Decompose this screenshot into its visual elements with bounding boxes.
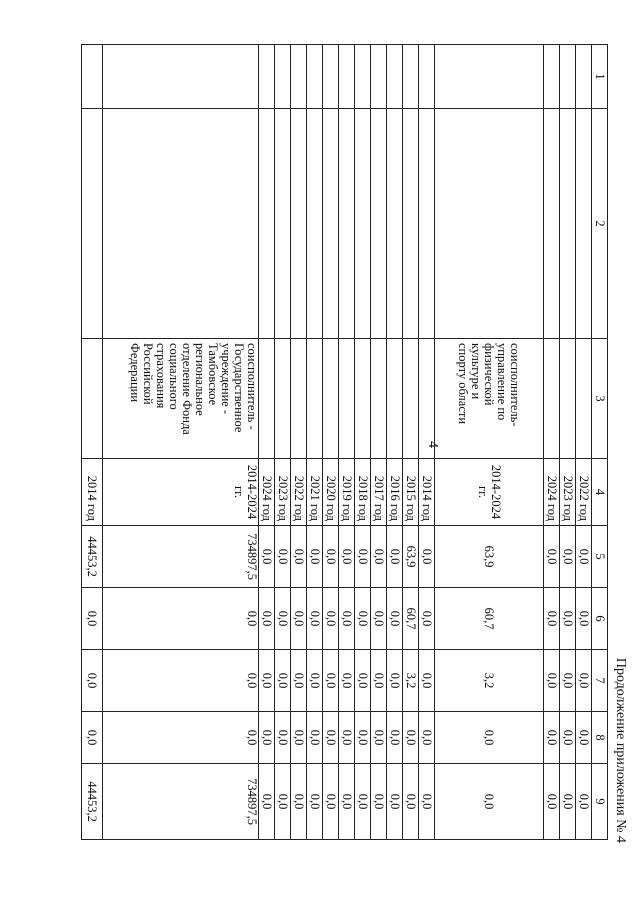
table-cell: 2016 год — [387, 459, 403, 526]
table-cell: 0,0 — [403, 712, 419, 764]
table-cell: 0,0 — [307, 712, 323, 764]
table-cell — [371, 339, 387, 459]
table-cell: 734897,5 — [103, 764, 259, 840]
table-cell — [291, 109, 307, 339]
table-cell: 2014 год — [419, 459, 435, 526]
table-cell: 0,0 — [387, 764, 403, 840]
table-cell — [339, 45, 355, 109]
header-cell: 7 — [592, 650, 608, 712]
table-cell: 0,0 — [419, 712, 435, 764]
table-cell — [371, 109, 387, 339]
table-cell: 3,2 — [435, 650, 544, 712]
header-cell: 1 — [592, 45, 608, 109]
table-row — [259, 45, 275, 840]
table-cell: 0,0 — [387, 526, 403, 588]
table-cell: 2024 год — [544, 459, 560, 526]
table-cell: 0,0 — [403, 764, 419, 840]
appendix-caption: Продолжение приложения № 4 — [613, 657, 628, 843]
table-cell — [259, 45, 275, 109]
table-cell: 0,0 — [275, 588, 291, 650]
table-cell: 0,0 — [307, 764, 323, 840]
table-row — [371, 45, 387, 840]
table-cell: 0,0 — [323, 650, 339, 712]
table-cell — [560, 45, 576, 109]
table-cell — [355, 339, 371, 459]
table-cell: 0,0 — [544, 526, 560, 588]
executor-line: спорту области — [456, 343, 471, 425]
table-cell: 0,0 — [371, 712, 387, 764]
table-row — [387, 45, 403, 840]
table-cell — [403, 45, 419, 109]
table-cell — [82, 339, 103, 459]
table-cell: 2023 год — [560, 459, 576, 526]
table-cell: 0,0 — [339, 526, 355, 588]
table-cell: 60,7 — [403, 588, 419, 650]
table-cell: 0,0 — [259, 526, 275, 588]
executor-line: физической — [482, 343, 497, 406]
table-body — [82, 45, 608, 840]
table-cell — [323, 45, 339, 109]
table-cell: 0,0 — [435, 764, 544, 840]
table-cell — [560, 109, 576, 339]
table-row — [291, 45, 307, 840]
table-cell — [387, 45, 403, 109]
table-cell — [339, 109, 355, 339]
table-cell: 2018 год — [355, 459, 371, 526]
table-cell — [435, 109, 544, 339]
table-cell — [275, 45, 291, 109]
table-cell — [307, 339, 323, 459]
executor-line: культуре и — [469, 343, 484, 400]
table-cell: 0,0 — [560, 588, 576, 650]
table-cell: 0,0 — [82, 712, 103, 764]
table-row — [419, 45, 435, 840]
table-cell: 63,9 — [435, 526, 544, 588]
table-cell: 2017 год — [371, 459, 387, 526]
table-cell: 0,0 — [560, 526, 576, 588]
table-cell — [419, 339, 435, 459]
executor-line: Государственное — [232, 343, 246, 433]
table-cell: 60,7 — [435, 588, 544, 650]
table-cell: 734897,5 — [103, 526, 259, 588]
executor-cell — [103, 339, 259, 459]
table-cell: 0,0 — [275, 712, 291, 764]
page-number: 4 — [425, 441, 440, 448]
table-cell: 0,0 — [339, 588, 355, 650]
table-cell: 0,0 — [339, 650, 355, 712]
table-cell: 2022 год — [576, 459, 592, 526]
table-cell — [419, 109, 435, 339]
table-cell — [576, 109, 592, 339]
table-row — [275, 45, 291, 840]
table-cell: 0,0 — [339, 764, 355, 840]
table-cell — [355, 45, 371, 109]
table-cell — [307, 45, 323, 109]
executor-line: отделение Фонда — [180, 343, 194, 435]
table-cell: 0,0 — [259, 712, 275, 764]
table-cell: 0,0 — [339, 712, 355, 764]
table-cell: 2015 год — [403, 459, 419, 526]
header-cell: 2 — [592, 109, 608, 339]
table-cell: 0,0 — [275, 526, 291, 588]
table-cell: 0,0 — [560, 650, 576, 712]
table-cell: 0,0 — [323, 764, 339, 840]
table-cell — [387, 339, 403, 459]
table-cell: 0,0 — [355, 526, 371, 588]
table-cell: 0,0 — [323, 588, 339, 650]
table-cell: 2020 год — [323, 459, 339, 526]
table-cell — [82, 109, 103, 339]
table-cell: 0,0 — [576, 588, 592, 650]
table-cell: 0,0 — [291, 526, 307, 588]
table-row — [82, 45, 103, 840]
table-cell — [291, 339, 307, 459]
table-cell — [355, 109, 371, 339]
table-cell: 0,0 — [103, 712, 259, 764]
executor-line: Тамбовское — [206, 343, 220, 406]
table-cell: 0,0 — [544, 764, 560, 840]
table-row — [307, 45, 323, 840]
table-cell: 0,0 — [544, 650, 560, 712]
table-cell: 0,0 — [275, 764, 291, 840]
table-cell — [103, 45, 259, 109]
table-cell — [259, 339, 275, 459]
table-cell: 0,0 — [291, 650, 307, 712]
table-cell — [291, 45, 307, 109]
table-cell: 0,0 — [371, 588, 387, 650]
table-cell: 0,0 — [259, 588, 275, 650]
table-cell: 2023 год — [275, 459, 291, 526]
table-cell — [323, 109, 339, 339]
table-cell: 0,0 — [560, 712, 576, 764]
header-cell: 8 — [592, 712, 608, 764]
table-cell: 0,0 — [82, 650, 103, 712]
table-cell: 0,0 — [291, 712, 307, 764]
header-cell: 6 — [592, 588, 608, 650]
table-cell — [387, 109, 403, 339]
table-row — [403, 45, 419, 840]
table-cell: 0,0 — [576, 764, 592, 840]
header-cell: 5 — [592, 526, 608, 588]
executor-line: соисполнитель - — [245, 343, 259, 430]
table-cell: 2019 год — [339, 459, 355, 526]
executor-line: управление по — [495, 343, 510, 421]
table-cell — [82, 45, 103, 109]
table-cell: 0,0 — [103, 650, 259, 712]
table-cell: 0,0 — [371, 526, 387, 588]
table-cell: 0,0 — [371, 764, 387, 840]
table-cell — [103, 109, 259, 339]
table-cell: 0,0 — [355, 764, 371, 840]
header-cell: 3 — [592, 339, 608, 459]
table-cell: 44453,2 — [82, 764, 103, 840]
table-cell: 0,0 — [291, 764, 307, 840]
table-cell: 2021 год — [307, 459, 323, 526]
table-cell: 2022 год — [291, 459, 307, 526]
table-cell: 0,0 — [560, 764, 576, 840]
table-cell — [544, 45, 560, 109]
table-cell — [259, 109, 275, 339]
header-row — [592, 45, 608, 840]
table-cell: 0,0 — [371, 650, 387, 712]
table-row — [103, 45, 259, 840]
table-cell: 0,0 — [419, 588, 435, 650]
table-cell: 0,0 — [259, 764, 275, 840]
table-cell: 0,0 — [387, 650, 403, 712]
table-cell: 0,0 — [576, 712, 592, 764]
table-cell: 0,0 — [307, 650, 323, 712]
table-cell: 3,2 — [403, 650, 419, 712]
table-cell: 0,0 — [259, 650, 275, 712]
table-cell — [403, 109, 419, 339]
table-cell — [544, 339, 560, 459]
table-cell — [576, 45, 592, 109]
table-cell: 0,0 — [307, 588, 323, 650]
table-cell: 0,0 — [387, 588, 403, 650]
table-cell — [307, 109, 323, 339]
table-row — [560, 45, 576, 840]
table-cell: 0,0 — [291, 588, 307, 650]
header-cell: 9 — [592, 764, 608, 840]
table-cell: 0,0 — [544, 588, 560, 650]
table-cell: 2024 год — [259, 459, 275, 526]
table-cell: 0,0 — [355, 650, 371, 712]
table-row — [576, 45, 592, 840]
executor-line: социального — [167, 343, 181, 410]
table-cell: 0,0 — [323, 526, 339, 588]
table-cell — [339, 339, 355, 459]
table-cell: 0,0 — [419, 650, 435, 712]
executor-line: соисполнитель- — [508, 343, 523, 427]
table-cell — [323, 339, 339, 459]
table-cell: 0,0 — [275, 650, 291, 712]
table-row — [355, 45, 371, 840]
table-cell: 0,0 — [82, 588, 103, 650]
table-row — [435, 45, 544, 840]
table-cell: 2014-2024 гг. — [435, 459, 544, 526]
table-cell — [435, 45, 544, 109]
executor-cell — [435, 339, 544, 459]
table-cell: 0,0 — [576, 650, 592, 712]
table-cell — [403, 339, 419, 459]
table-cell — [275, 109, 291, 339]
table-cell: 0,0 — [307, 526, 323, 588]
table-cell — [419, 45, 435, 109]
table-cell: 0,0 — [419, 764, 435, 840]
table-cell — [576, 339, 592, 459]
table-cell — [560, 339, 576, 459]
table-cell: 0,0 — [435, 712, 544, 764]
budget-table — [81, 44, 608, 840]
table-row — [544, 45, 560, 840]
executor-line: Российской — [141, 343, 155, 405]
header-cell: 4 — [592, 459, 608, 526]
table-cell: 0,0 — [103, 588, 259, 650]
table-row — [339, 45, 355, 840]
executor-line: Федерации — [128, 343, 142, 403]
table-cell: 0,0 — [323, 712, 339, 764]
table-row — [323, 45, 339, 840]
table-cell: 0,0 — [355, 588, 371, 650]
table-cell — [371, 45, 387, 109]
table-cell: 2014 год — [82, 459, 103, 526]
table-cell: 0,0 — [387, 712, 403, 764]
table-cell: 63,9 — [403, 526, 419, 588]
executor-line: учреждение - — [219, 343, 233, 415]
table-cell — [544, 109, 560, 339]
table-cell: 0,0 — [576, 526, 592, 588]
table-cell: 0,0 — [419, 526, 435, 588]
table-cell: 2014-2024 гг. — [103, 459, 259, 526]
table-cell: 0,0 — [355, 712, 371, 764]
executor-line: страхования — [154, 343, 168, 409]
table-cell: 0,0 — [544, 712, 560, 764]
table-cell — [275, 339, 291, 459]
executor-line: региональное — [193, 343, 207, 416]
table-cell: 44453,2 — [82, 526, 103, 588]
